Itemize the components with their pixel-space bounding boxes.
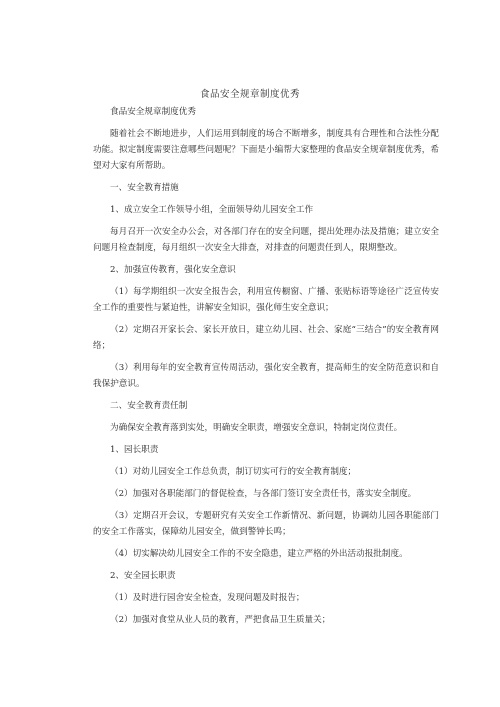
paragraph: （1）对幼儿园安全工作总负责，制订切实可行的安全教育制度； [110, 467, 357, 477]
paragraph: （2）加强对食堂从业人员的教育，严把食品卫生质量关； [110, 615, 331, 625]
document-title: 食品安全规章制度优秀 [199, 89, 300, 100]
subsection-heading: 2、加强宣传教育，强化安全意识 [110, 265, 236, 275]
section-heading: 二、安全教育责任制 [110, 401, 188, 411]
paragraph: 为确保安全教育落到实处，明确安全职责，增强安全意识，特制定岗位责任。 [110, 423, 403, 433]
subsection-heading: 1、园长职责 [110, 445, 159, 455]
paragraph: （1）及时进行园舍安全检查，发现问题及时报告； [110, 593, 305, 603]
section-heading: 一、安全教育措施 [110, 183, 179, 193]
paragraph: （2）加强对各职能部门的督促检查，与各部门签订安全责任书，落实安全制度。 [110, 489, 417, 499]
paragraph: （2）定期召开家长会、家长开放日，建立幼儿园、社会、家庭“三结合”的安全教育网络； [93, 325, 439, 351]
paragraph: （3）定期召开会议，专题研究有关安全工作新情况、新问题，协调幼儿园各职能部门的安全工作落实，保障幼儿园安全，做到警钟长鸣； [93, 511, 439, 537]
paragraph: 每月召开一次安全办公会，对各部门存在的安全问题，提出处理办法及措施；建立安全问题月检查制度，每月组织一次安全大排查，对排查的问题责任到人，限期整改。 [93, 227, 439, 253]
paragraph: （4）切实解决幼儿园安全工作的不安全隐患，建立严格的外出活动报批制度。 [110, 549, 408, 559]
document-body [93, 104, 439, 634]
subsection-heading: 1、成立安全工作领导小组，全面领导幼儿园安全工作 [110, 205, 314, 215]
subsection-heading: 2、安全园长职责 [110, 571, 176, 581]
paragraph: （3）利用每年的安全教育宣传周活动，强化安全教育，提高师生的安全防范意识和自我保护意识。 [93, 363, 439, 389]
paragraph: 食品安全规章制度优秀 [110, 107, 196, 117]
paragraph: 随着社会不断地进步，人们运用到制度的场合不断增多，制度具有合理性和合法性分配功能。拟定制度需要注意哪些问题呢？下面是小编帮大家整理的食品安全规章制度优秀，希望对大家有所帮助。 [93, 129, 439, 171]
paragraph: （1）每学期组织一次安全报告会，利用宣传橱窗、广播、张贴标语等途径广泛宣传安全工作的重要性与紧迫性，讲解安全知识，强化师生安全意识； [93, 287, 439, 313]
